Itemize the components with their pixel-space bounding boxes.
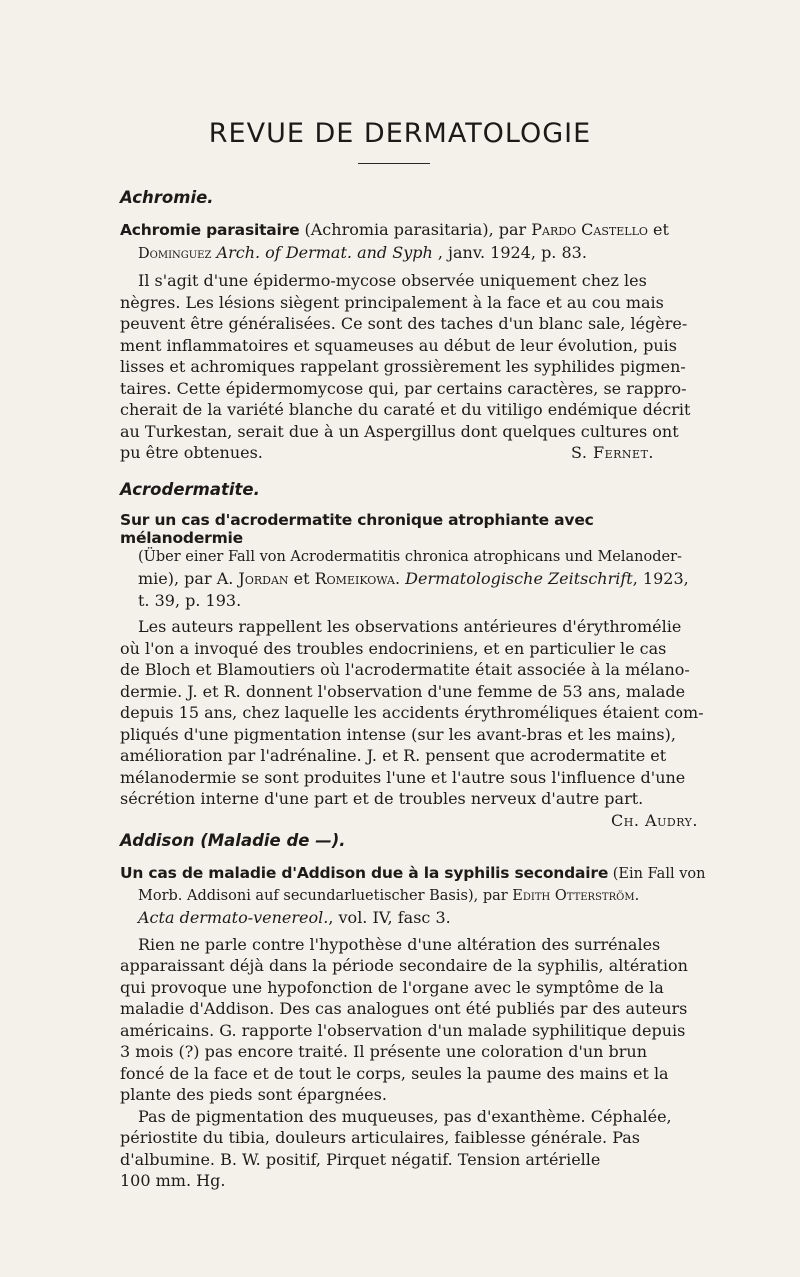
body-line: de Bloch et Blamoutiers où l'acrodermatite était associée à la mélano- — [120, 660, 690, 679]
reference-text: Morb. Addisoni auf secundarluetischer Basis), par — [138, 887, 513, 904]
journal-name: Dermatologische Zeitschrift — [405, 569, 633, 588]
header-rule — [358, 163, 430, 164]
reference-text: . — [394, 569, 406, 588]
body-line: lisses et achromiques rappelant grossièrement les syphilides pigmen- — [120, 357, 686, 376]
body-line: au Turkestan, serait due à un Aspergillus dont quelques cultures ont — [120, 421, 679, 441]
author-name: Pardo Castello — [531, 220, 648, 239]
reference-text: (Ein Fall von — [608, 866, 706, 882]
closing-line — [120, 442, 720, 464]
body-line: Rien ne parle contre l'hypothèse d'une altération des surrénales — [138, 934, 661, 954]
reference-line: t. 39, p. 193. — [138, 590, 242, 610]
signature: S. Fernet. — [570, 443, 654, 462]
body-line: nègres. Les lésions siègent principalement à la face et au cou mais — [120, 292, 664, 312]
journal-name: Acta dermato-venereol. — [138, 908, 329, 927]
author-name: Edith Otterström — [512, 887, 635, 904]
reference-text: , janv. 1924, p. 83. — [432, 242, 587, 262]
article-title: Achromie parasitaire — [120, 221, 300, 239]
reference-text: , 1923, — [632, 569, 689, 588]
author-name: Jordan — [238, 569, 289, 588]
section-heading-addison: Addison (Maladie de —). — [120, 831, 346, 850]
body-line: 3 mois (?) pas encore traité. Il présente une coloration d'un brun — [120, 1042, 648, 1061]
reference-text: . — [634, 887, 640, 904]
body-line: Pas de pigmentation des muqueuses, pas d'exanthème. Céphalée, — [138, 1106, 672, 1126]
body-line: cherait de la variété blanche du caraté et du vitiligo endémique décrit — [120, 400, 691, 419]
body-line: Il s'agit d'une épidermo-mycose observée uniquement chez les — [138, 271, 647, 290]
body-line: amélioration par l'adrénaline. J. et R. pensent que acrodermatite et — [120, 746, 667, 765]
body-line: dermie. J. et R. donnent l'observation d'une femme de 53 ans, malade — [120, 681, 686, 701]
body-line: mélanodermie se sont produites l'une et l'autre sous l'influence d'une — [120, 767, 686, 787]
section-heading-acrodermatite: Acrodermatite. — [120, 479, 260, 499]
reference-line — [120, 568, 720, 590]
reference-text: , vol. IV, fasc 3. — [328, 908, 451, 927]
body-line: plante des pieds sont épargnées. — [120, 1085, 387, 1104]
article-body — [120, 188, 720, 1192]
section-heading-achromie: Achromie. — [120, 188, 214, 207]
body-line: où l'on a invoqué des troubles endocriniens, et en particulier le cas — [120, 638, 667, 658]
author-name: Romeikowa — [314, 569, 395, 588]
signature: Ch. Audry. — [611, 810, 698, 830]
body-line: peuvent être généralisées. Ce sont des taches d'un blanc sale, légère- — [120, 314, 688, 333]
article-title: Sur un cas d'acrodermatite chronique atrophiante avec mélanodermie — [120, 510, 594, 547]
reference-text: mie), par A. — [138, 569, 239, 588]
body-line: taires. Cette épidermomycose qui, par certains caractères, se rappro- — [120, 378, 687, 398]
body-line: périostite du tibia, douleurs articulaires, faiblesse générale. Pas — [120, 1128, 640, 1147]
body-line: foncé de la face et de tout le corps, seules la paume des mains et la — [120, 1063, 669, 1083]
body-line: américains. G. rapporte l'observation d'un malade syphilitique depuis — [120, 1020, 686, 1040]
body-line: maladie d'Addison. Des cas analogues ont été publiés par des auteurs — [120, 999, 688, 1018]
journal-name: Arch. of Dermat. and Syph — [216, 242, 433, 262]
article-reference — [120, 219, 720, 265]
body-line: qui provoque une hypofonction de l'organe avec le symptôme de la — [120, 977, 664, 997]
reference-line: (Über einer Fall von Acrodermatitis chronica atrophicans und Melanoder- — [138, 548, 682, 565]
reference-line — [120, 862, 720, 886]
body-line: pliqués d'une pigmentation intense (sur les avant-bras et les mains), — [120, 724, 676, 744]
reference-text: et — [288, 569, 315, 588]
reference-line — [120, 886, 720, 908]
body-line: ment inflammatoires et squameuses au début de leur évolution, puis — [120, 335, 677, 355]
author-name: Dominguez — [138, 245, 212, 262]
body-line: apparaissant déjà dans la période secondaire de la syphilis, altération — [120, 956, 688, 975]
body-line: pu être obtenues. — [120, 443, 263, 462]
running-header: REVUE DE DERMATOLOGIE — [208, 118, 592, 149]
body-line: d'albumine. B. W. positif, Pirquet négatif. Tension artérielle — [120, 1149, 601, 1169]
article-reference — [120, 862, 720, 929]
reference-line — [120, 219, 720, 242]
reference-text: et — [647, 220, 669, 239]
article-reference — [120, 547, 720, 612]
article-title: Un cas de maladie d'Addison due à la syphilis secondaire — [120, 864, 609, 882]
body-line: Les auteurs rappellent les observations antérieures d'érythromélie — [138, 617, 682, 636]
body-line: depuis 15 ans, chez laquelle les accidents érythroméliques étaient com- — [120, 703, 704, 722]
reference-line — [120, 242, 720, 266]
reference-text: (Achromia parasitaria), par — [299, 220, 532, 239]
body-line: 100 mm. Hg. — [120, 1171, 226, 1190]
reference-line — [120, 907, 720, 929]
body-line: sécrétion interne d'une part et de troubles nerveux d'autre part. — [120, 789, 644, 808]
